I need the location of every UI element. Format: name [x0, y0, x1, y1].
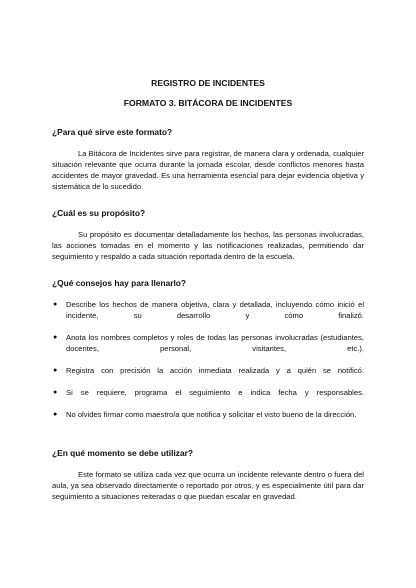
- section-paragraph: La Bitácora de Incidentes sirve para registrar, de manera clara y ordenada, cualquier situación relevante que ocurra durante la jornada escolar, desde conflictos menores hasta accidentes de mayor gravedad. Es una herramienta esencial para dejar evidencia objetiva y sistemática de lo sucedido.: [52, 149, 364, 191]
- document-title: REGISTRO DE INCIDENTES: [151, 78, 265, 88]
- section-paragraph: Este formato se utiliza cada vez que ocurra un incidente relevante dentro o fuera del aula, ya sea observado directamente o reportado por otros, y es especialmente útil para dar seguimiento a situaciones reiteradas o que puedan escalar en gravedad.: [52, 470, 364, 501]
- list-item-text: Describe los hechos de manera objetiva, clara y detallada, incluyendo cómo inició el incidente, su desarrollo y cómo finalizó.: [66, 300, 364, 320]
- list-item: [52, 365, 364, 376]
- list-item: [52, 409, 364, 420]
- bullet-icon: ●: [53, 367, 58, 374]
- list-item: [52, 332, 364, 354]
- bullet-icon: ●: [53, 389, 58, 396]
- list-item-text: No olvides firmar como maestro/a que notifica y solicitar el visto bueno de la dirección.: [66, 410, 357, 419]
- bullet-icon: ●: [53, 411, 58, 418]
- list-item: [52, 387, 364, 398]
- section-goal: [52, 208, 364, 262]
- tips-list: [52, 299, 364, 420]
- list-item-text: Registra con precisión la acción inmediata realizada y a quién se notificó.: [66, 366, 364, 375]
- bullet-icon: ●: [53, 334, 58, 341]
- section-heading: ¿Qué consejos hay para llenarlo?: [52, 278, 187, 288]
- section-tips: [52, 278, 364, 420]
- document-subtitle: FORMATO 3. BITÁCORA DE INCIDENTES: [123, 98, 293, 108]
- section-spacer: [52, 436, 364, 448]
- list-item-text: Si se requiere, programa el seguimiento e indica fecha y responsables.: [66, 388, 364, 397]
- bullet-icon: ●: [53, 301, 58, 308]
- list-item-text: Anota los nombres completos y roles de todas las personas involucradas (estudiantes, docentes, personal, visitantes, etc.).: [66, 333, 364, 353]
- section-heading: ¿En qué momento se debe utilizar?: [52, 448, 193, 458]
- section-heading: ¿Cuál es su propósito?: [52, 208, 146, 218]
- section-purpose-of-format: [52, 127, 364, 192]
- section-heading: ¿Para qué sirve este formato?: [52, 127, 173, 137]
- section-paragraph: Su propósito es documentar detalladamente los hechos, las personas involucradas, las acciones tomadas en el momento y las notificaciones realizadas, permitiendo dar seguimiento y respaldo a cada situación reportada dentro de la escuela.: [52, 230, 364, 261]
- section-when-to-use: [52, 448, 364, 502]
- list-item: [52, 299, 364, 321]
